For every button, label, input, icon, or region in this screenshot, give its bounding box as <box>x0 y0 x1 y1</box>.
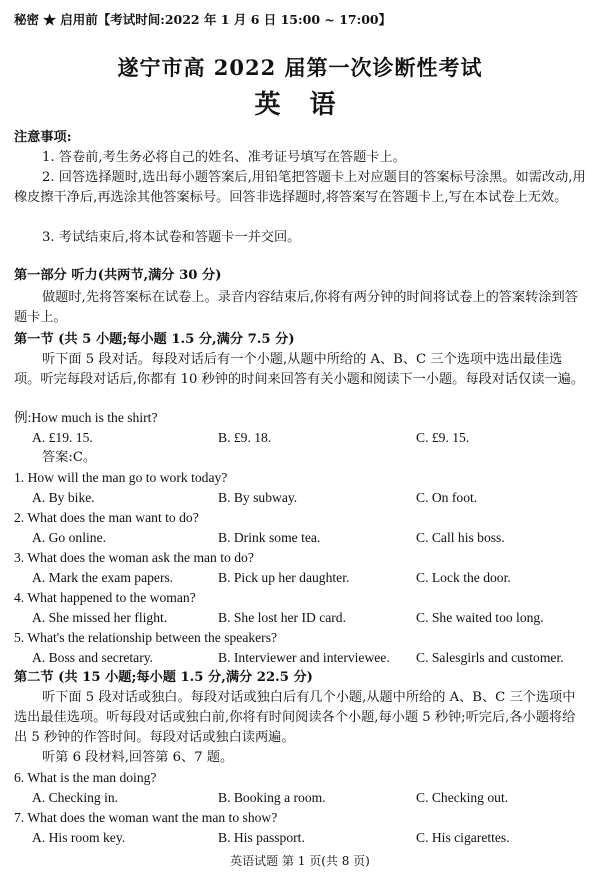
question-7: 7. What does the woman want the man to show? <box>14 810 278 825</box>
option-b: B. Pick up her daughter. <box>218 570 350 585</box>
option-a: A. Boss and secretary. <box>32 650 154 665</box>
option-a: A. By bike. <box>32 490 95 505</box>
section2-heading: 第二节 (共 15 小题;每小题 1.5 分,满分 22.5 分) <box>14 670 313 685</box>
question-1: 1. How will the man go to work today? <box>14 470 228 485</box>
example-question: 例:How much is the shirt? <box>14 410 158 425</box>
part1-intro: 做题时,先将答案标在试卷上。录音内容结束后,你将有两分钟的时间将试卷上的答案转涂到答题卡上。 <box>14 290 578 325</box>
option-a: A. She missed her flight. <box>32 610 168 625</box>
question-6: 6. What is the man doing? <box>14 770 157 785</box>
question-6-options <box>32 788 588 808</box>
option-c: C. His cigarettes. <box>416 830 510 845</box>
question-4: 4. What happened to the woman? <box>14 590 196 605</box>
option-c: C. She waited too long. <box>416 610 544 625</box>
option-c: C. On foot. <box>416 490 478 505</box>
option-c: C. Call his boss. <box>416 530 505 545</box>
option-a: A. Go online. <box>32 530 107 545</box>
option-b: B. By subway. <box>218 490 298 505</box>
example-options <box>32 428 588 448</box>
option-b: B. Drink some tea. <box>218 530 321 545</box>
option-b: B. His passport. <box>218 830 305 845</box>
option-c: C. Lock the door. <box>416 570 511 585</box>
confidential-header: 秘密 ★ 启用前【考试时间:2022 年 1 月 6 日 15:00 ~ 17:00】 <box>14 12 392 27</box>
notice-item-3: 3. 考试结束后,将本试卷和答题卡一并交回。 <box>42 230 301 245</box>
option-c: C. Salesgirls and customer. <box>416 650 564 665</box>
notice-item-1: 1. 答卷前,考生务必将自己的姓名、准考证号填写在答题卡上。 <box>42 150 406 165</box>
question-5: 5. What's the relationship between the speakers? <box>14 630 278 645</box>
option-c: C. Checking out. <box>416 790 509 805</box>
section1-intro: 听下面 5 段对话。每段对话后有一个小题,从题中所给的 A、B、C 三个选项中选出最佳选项。听完每段对话后,你都有 10 秒钟的时间来回答有关小题和阅读下一小题。每段对话仅读一遍。 <box>14 352 585 387</box>
question-4-options <box>32 608 588 628</box>
question-3: 3. What does the woman ask the man to do? <box>14 550 254 565</box>
section1-heading: 第一节 (共 5 小题;每小题 1.5 分,满分 7.5 分) <box>14 332 295 347</box>
option-a: A. £19. 15. <box>32 430 93 445</box>
question-3-options <box>32 568 588 588</box>
question-2-options <box>32 528 588 548</box>
part1-heading: 第一部分 听力(共两节,满分 30 分) <box>14 268 222 283</box>
option-c: C. £9. 15. <box>416 430 470 445</box>
question-7-options <box>32 828 588 848</box>
example-answer: 答案:C。 <box>42 450 97 465</box>
question-1-options <box>32 488 588 508</box>
option-a: A. His room key. <box>32 830 126 845</box>
section2-material: 听第 6 段材料,回答第 6、7 题。 <box>42 750 234 765</box>
option-b: B. £9. 18. <box>218 430 272 445</box>
option-b: B. Interviewer and interviewee. <box>218 650 390 665</box>
notice-heading: 注意事项: <box>14 130 72 145</box>
option-b: B. She lost her ID card. <box>218 610 346 625</box>
page-footer: 英语试题 第 1 页(共 8 页) <box>230 854 370 868</box>
option-a: A. Checking in. <box>32 790 119 805</box>
exam-title: 遂宁市高 2022 届第一次诊断性考试 <box>117 55 483 80</box>
option-b: B. Booking a room. <box>218 790 326 805</box>
section2-intro: 听下面 5 段对话或独白。每段对话或独白后有几个小题,从题中所给的 A、B、C 三个选项中选出最佳选项。听每段对话或独白前,你将有时间阅读各个小题,每小题 5 秒钟;听完后,各小题将给出 5 秒钟的作答时间。每段对话或独白读两遍。 <box>14 690 576 745</box>
question-5-options <box>32 648 588 668</box>
question-2: 2. What does the man want to do? <box>14 510 199 525</box>
option-a: A. Mark the exam papers. <box>32 570 174 585</box>
subject-title: 英 语 <box>254 90 346 120</box>
notice-item-2: 2. 回答选择题时,选出每小题答案后,用铅笔把答题卡上对应题目的答案标号涂黑。如需改动,用橡皮擦干净后,再选涂其他答案标号。回答非选择题时,将答案写在答题卡上,写在本试卷上无效。 <box>14 170 586 205</box>
